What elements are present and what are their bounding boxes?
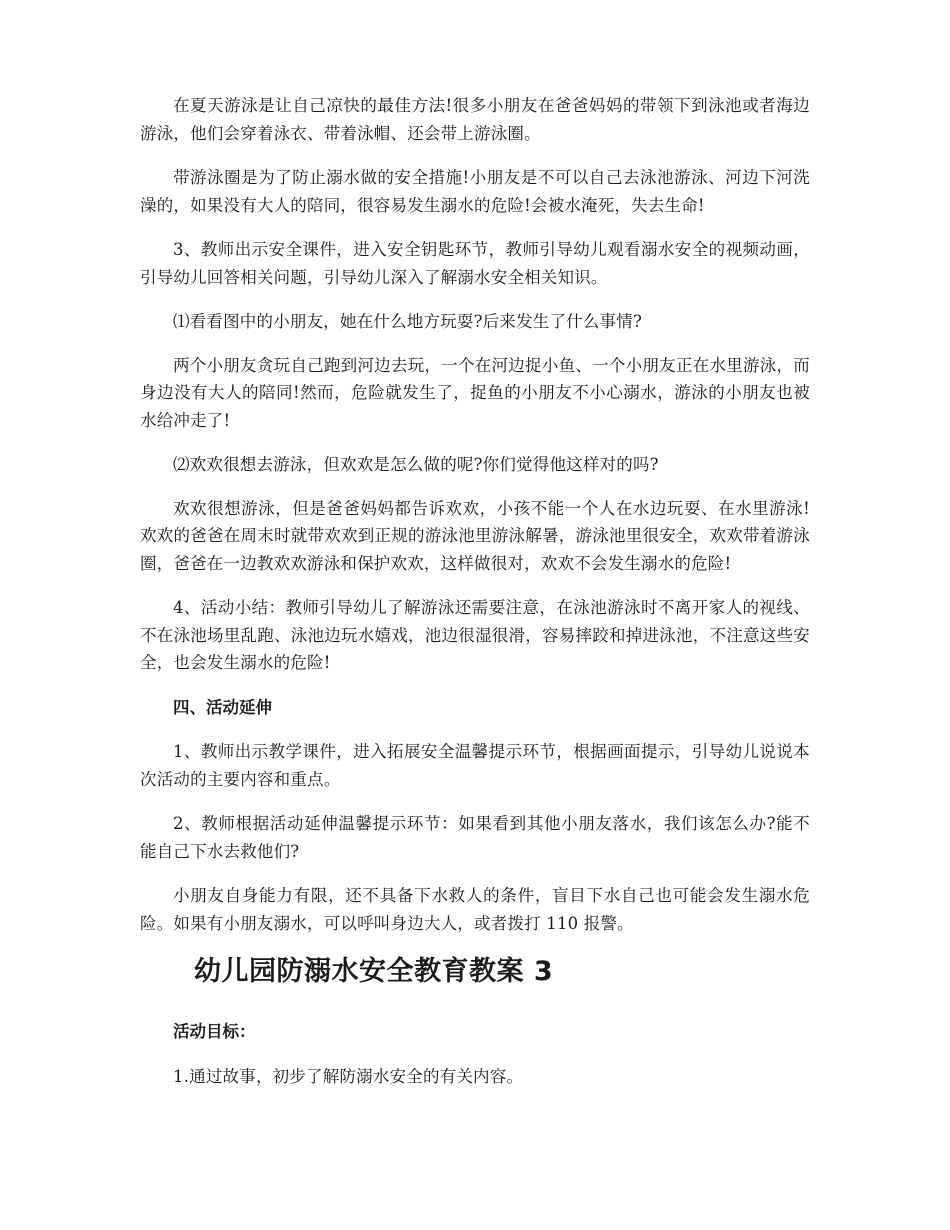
section-heading: 四、活动延伸 (173, 697, 272, 717)
paragraph: 1、教师出示教学课件，进入拓展安全温馨提示环节，根据画面提示，引导幼儿说说本次活动的主要内容和重点。 (140, 742, 810, 789)
document-title: 幼儿园防溺水安全教育教案 3 (194, 956, 554, 987)
document-page (140, 92, 810, 1107)
goals-heading: 活动目标： (173, 1022, 256, 1041)
goal-item: 1.通过故事，初步了解防溺水安全的有关内容。 (173, 1066, 524, 1086)
paragraph: 小朋友自身能力有限，还不具备下水救人的条件，盲目下水自己也可能会发生溺水危险。如果有小朋友溺水，可以呼叫身边大人，或者拨打 110 报警。 (140, 886, 810, 933)
paragraph: 4、活动小结：教师引导幼儿了解游泳还需要注意，在泳池游泳时不离开家人的视线、不在泳池场里乱跑、泳池边玩水嬉戏，池边很湿很滑，容易摔跤和掉进泳池，不注意这些安全，也会发生溺水的危险! (140, 598, 810, 672)
paragraph: 3、教师出示安全课件，进入安全钥匙环节，教师引导幼儿观看溺水安全的视频动画，引导幼儿回答相关问题，引导幼儿深入了解溺水安全相关知识。 (140, 240, 810, 287)
paragraph: 在夏天游泳是让自己凉快的最佳方法!很多小朋友在爸爸妈妈的带领下到泳池或者海边游泳，他们会穿着泳衣、带着泳帽、还会带上游泳圈。 (140, 96, 810, 143)
question-item: ⑵欢欢很想去游泳，但欢欢是怎么做的呢?你们觉得他这样对的吗? (173, 455, 659, 474)
paragraph: 2、教师根据活动延伸温馨提示环节：如果看到其他小朋友落水，我们该怎么办?能不能自己下水去救他们? (140, 814, 810, 861)
paragraph: 两个小朋友贪玩自己跑到河边去玩，一个在河边捉小鱼、一个小朋友正在水里游泳，而身边没有大人的陪同!然而，危险就发生了，捉鱼的小朋友不小心溺水，游泳的小朋友也被水给冲走了! (140, 355, 810, 430)
paragraph: 欢欢很想游泳，但是爸爸妈妈都告诉欢欢，小孩不能一个人在水边玩耍、在水里游泳!欢欢的爸爸在周末时就带欢欢到正规的游泳池里游泳解暑，游泳池里很安全，欢欢带着游泳圈，爸爸在一边教欢欢游泳和保护欢欢，这样做很对，欢欢不会发生溺水的危险! (140, 498, 810, 573)
question-item: ⑴看看图中的小朋友，她在什么地方玩耍?后来发生了什么事情? (173, 312, 642, 331)
paragraph: 带游泳圈是为了防止溺水做的安全措施!小朋友是不可以自己去泳池游泳、河边下河洗澡的，如果没有大人的陪同，很容易发生溺水的危险!会被水淹死，失去生命! (140, 168, 810, 215)
